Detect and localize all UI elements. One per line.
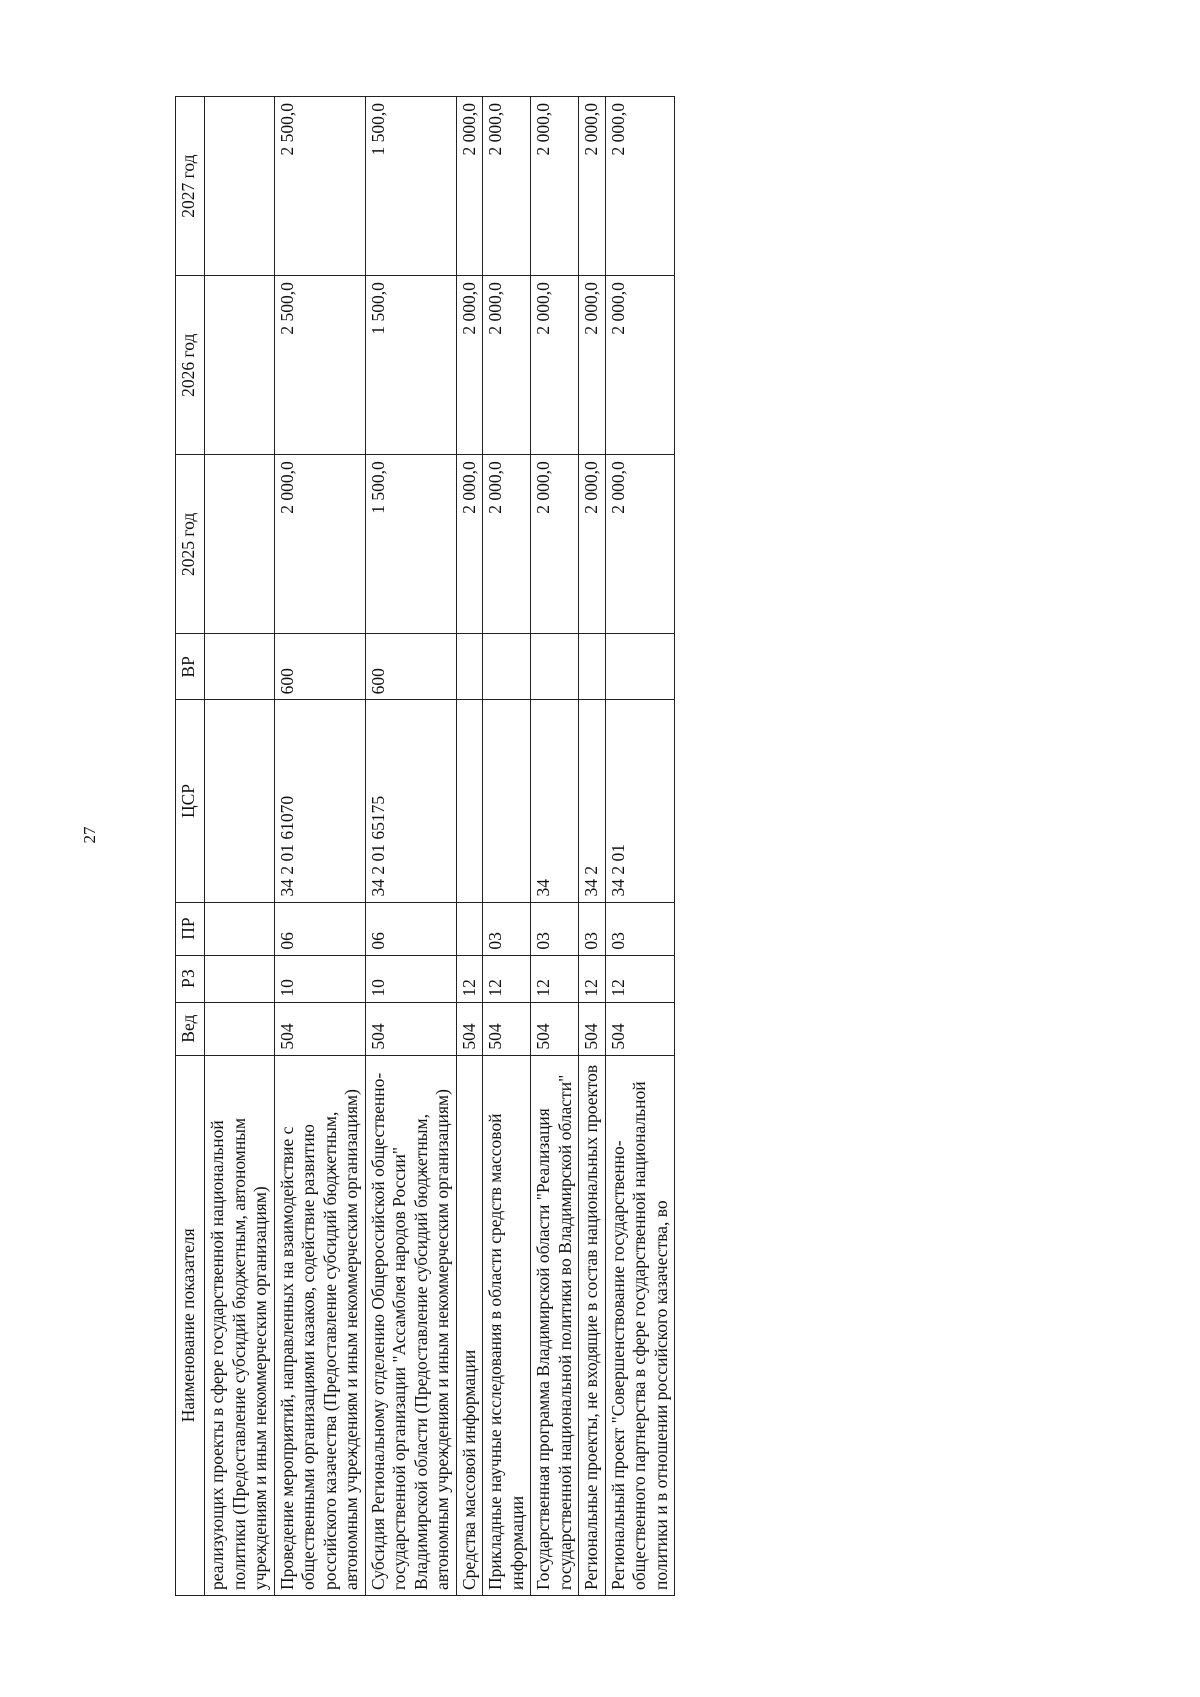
header-pr: ПР <box>176 902 205 955</box>
cell-pr: 06 <box>274 902 365 955</box>
cell-rz: 10 <box>365 955 456 1002</box>
cell-pr: 03 <box>579 902 606 955</box>
table-row <box>483 97 531 1596</box>
cell-2027: 2 000,0 <box>605 97 675 276</box>
cell-name: Прикладные научные исследования в области средств массовой информации <box>483 1055 531 1595</box>
header-2025: 2025 год <box>176 455 205 634</box>
cell-vr <box>483 634 531 700</box>
cell-pr: 06 <box>365 902 456 955</box>
cell-2027: 2 500,0 <box>274 97 365 276</box>
cell-2027: 2 000,0 <box>456 97 483 276</box>
header-vr: ВР <box>176 634 205 700</box>
cell-2025: 2 000,0 <box>579 455 606 634</box>
table-row <box>531 97 579 1596</box>
cell-2025: 1 500,0 <box>365 455 456 634</box>
cell-name: Государственная программа Владимирской области "Реализация государственной национальной политики во Владимирской области" <box>531 1055 579 1595</box>
cell-name: Региональный проект "Совершенствование государственно-общественного партнерства в сфере государственной национальной политики и в отношении российского казачества, во <box>605 1055 675 1595</box>
cell-csr: 34 2 01 61070 <box>274 700 365 902</box>
cell-2025 <box>205 455 275 634</box>
cell-2026: 2 500,0 <box>274 276 365 455</box>
cell-vr <box>456 634 483 700</box>
cell-vr <box>579 634 606 700</box>
cell-name: Проведение мероприятий, направленных на взаимодействие с общественными организациями казаков, содействие развитию российского казачества (Предоставление субсидий бюджетным, автономным учреждениям и иным некоммерческим организациям) <box>274 1055 365 1595</box>
cell-2026 <box>205 276 275 455</box>
table-row <box>579 97 606 1596</box>
cell-pr: 03 <box>605 902 675 955</box>
cell-2025: 2 000,0 <box>605 455 675 634</box>
header-rz: РЗ <box>176 955 205 1002</box>
cell-ved: 504 <box>579 1002 606 1055</box>
cell-2027: 2 000,0 <box>531 97 579 276</box>
table-row <box>205 97 275 1596</box>
header-csr: ЦСР <box>176 700 205 902</box>
cell-vr <box>531 634 579 700</box>
cell-2027: 2 000,0 <box>579 97 606 276</box>
cell-ved: 504 <box>456 1002 483 1055</box>
cell-rz: 12 <box>579 955 606 1002</box>
cell-2026: 1 500,0 <box>365 276 456 455</box>
cell-2026: 2 000,0 <box>483 276 531 455</box>
table-header-row <box>176 97 205 1596</box>
cell-2025: 2 000,0 <box>531 455 579 634</box>
cell-vr: 600 <box>274 634 365 700</box>
cell-rz <box>205 955 275 1002</box>
cell-2027: 1 500,0 <box>365 97 456 276</box>
cell-csr <box>483 700 531 902</box>
header-2027: 2027 год <box>176 97 205 276</box>
cell-ved: 504 <box>531 1002 579 1055</box>
cell-ved <box>205 1002 275 1055</box>
cell-pr: 03 <box>483 902 531 955</box>
cell-ved: 504 <box>365 1002 456 1055</box>
cell-csr: 34 2 01 65175 <box>365 700 456 902</box>
cell-2027: 2 000,0 <box>483 97 531 276</box>
cell-name: Региональные проекты, не входящие в состав национальных проектов <box>579 1055 606 1595</box>
cell-name: Субсидия Региональному отделению Общероссийской общественно-государственной организации "Ассамблея народов России" Владимирской области (Предоставление субсидий бюджетным, автономным учреждениям и иным некоммерческим организациям) <box>365 1055 456 1595</box>
cell-rz: 12 <box>483 955 531 1002</box>
cell-2026: 2 000,0 <box>531 276 579 455</box>
cell-rz: 12 <box>531 955 579 1002</box>
page-number: 27 <box>80 826 99 844</box>
budget-table <box>175 96 675 1596</box>
cell-pr: 03 <box>531 902 579 955</box>
header-ved: Вед <box>176 1002 205 1055</box>
cell-ved: 504 <box>605 1002 675 1055</box>
cell-2026: 2 000,0 <box>456 276 483 455</box>
table-row <box>274 97 365 1596</box>
cell-ved: 504 <box>483 1002 531 1055</box>
cell-vr <box>605 634 675 700</box>
cell-csr: 34 2 <box>579 700 606 902</box>
cell-vr <box>205 634 275 700</box>
cell-vr: 600 <box>365 634 456 700</box>
cell-csr: 34 <box>531 700 579 902</box>
cell-csr <box>205 700 275 902</box>
cell-csr <box>456 700 483 902</box>
header-2026: 2026 год <box>176 276 205 455</box>
cell-2026: 2 000,0 <box>579 276 606 455</box>
table-row <box>365 97 456 1596</box>
cell-name: реализующих проекты в сфере государственной национальной политики (Предоставление субсидий бюджетным, автономным учреждениям и иным некоммерческим организациям) <box>205 1055 275 1595</box>
cell-pr <box>205 902 275 955</box>
cell-pr <box>456 902 483 955</box>
cell-2025: 2 000,0 <box>456 455 483 634</box>
cell-2026: 2 000,0 <box>605 276 675 455</box>
table-row <box>456 97 483 1596</box>
cell-2027 <box>205 97 275 276</box>
rotated-table-container <box>175 96 1100 1596</box>
cell-csr: 34 2 01 <box>605 700 675 902</box>
cell-rz: 12 <box>456 955 483 1002</box>
cell-rz: 12 <box>605 955 675 1002</box>
header-name: Наименование показателя <box>176 1055 205 1595</box>
cell-name: Средства массовой информации <box>456 1055 483 1595</box>
table-row <box>605 97 675 1596</box>
cell-2025: 2 000,0 <box>274 455 365 634</box>
cell-ved: 504 <box>274 1002 365 1055</box>
cell-2025: 2 000,0 <box>483 455 531 634</box>
cell-rz: 10 <box>274 955 365 1002</box>
